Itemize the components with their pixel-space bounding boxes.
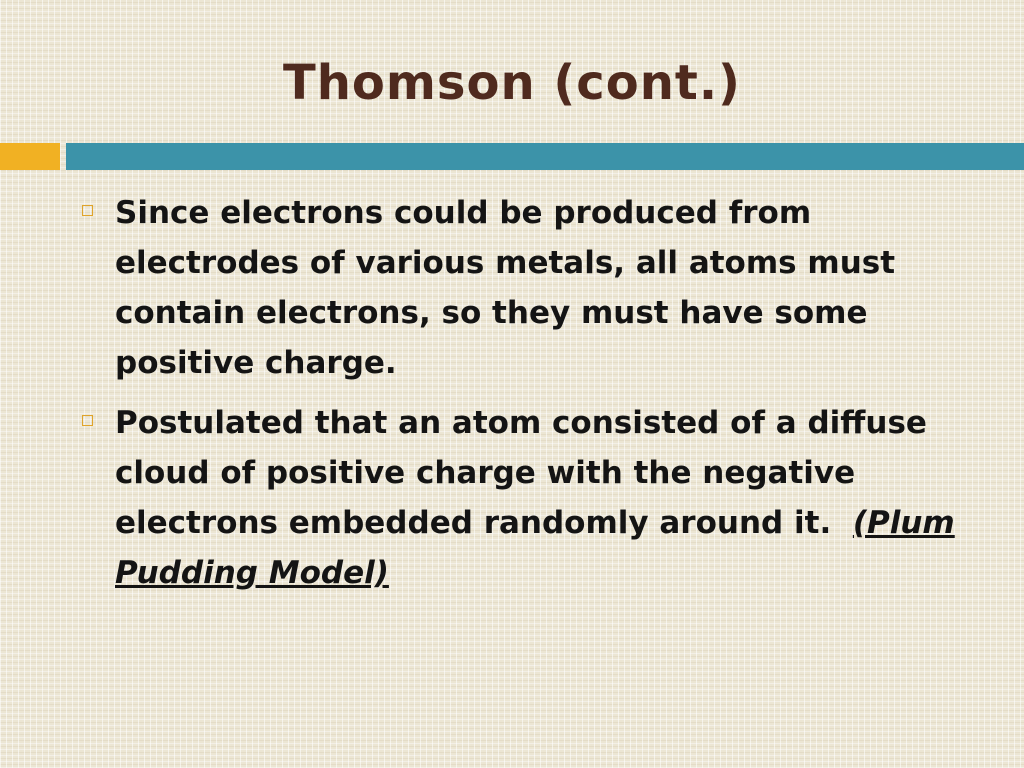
accent-bar-orange	[0, 143, 60, 170]
bullet-item	[80, 398, 980, 598]
bullet-text: Since electrons could be produced from electrodes of various metals, all atoms must contain electrons, so they must have some positive charge.	[115, 195, 896, 381]
square-bullet-icon	[82, 415, 93, 426]
bullet-list	[80, 188, 980, 608]
slide-title: Thomson (cont.)	[283, 55, 741, 111]
bullet-item	[80, 188, 980, 388]
bullet-main-text: Postulated that an atom consisted of a diffuse cloud of positive charge with the negative electrons embedded randomly around it.	[115, 405, 927, 541]
bullet-text	[115, 405, 955, 591]
square-bullet-icon	[82, 205, 93, 216]
accent-bar-teal	[66, 143, 1024, 170]
plum-pudding-model-label: (Plum Pudding Model)	[115, 505, 955, 591]
